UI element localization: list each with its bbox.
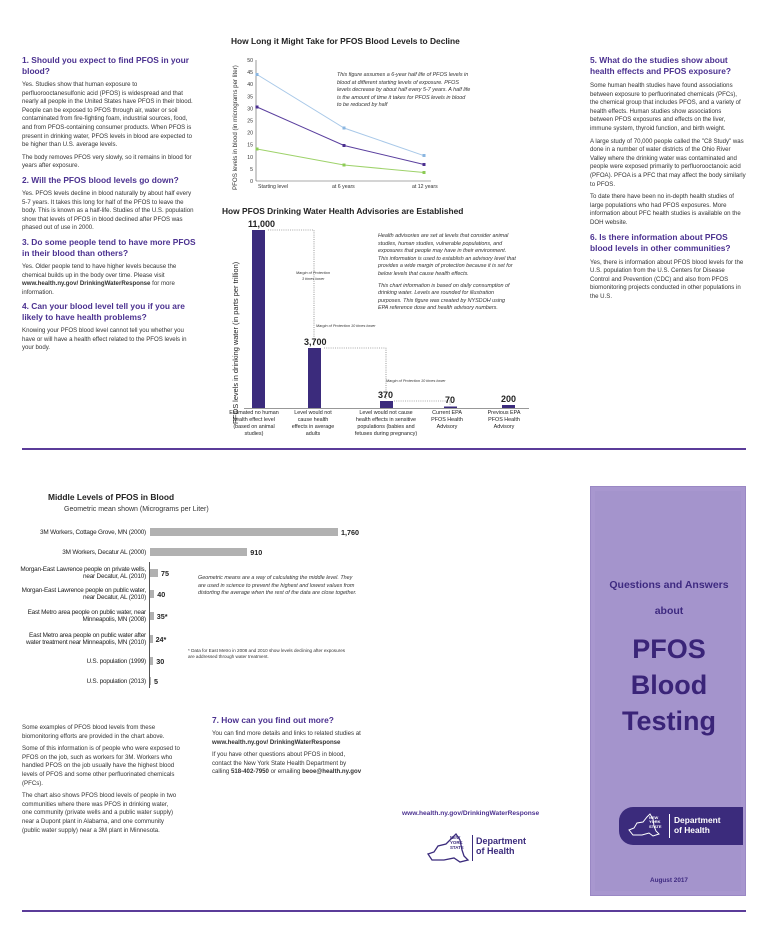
q5-paragraph-2: A large study of 70,000 people called the "C8 Study" was done in a number of water districts of the Ohio River Valley where the drinking water was contaminated and people were exposed primarily to perfluorooctanoic acid (PFOA). PFOA is a PFC that may affect the body similarly to PFOS. [590,137,746,188]
advisory-note [378,233,516,313]
q3-link[interactable]: www.health.ny.gov/ DrinkingWaterResponse [22,280,151,288]
middle-chart-category: Morgan-East Lawrence people on private wells, near Decatur, AL (2010) [20,566,146,580]
footer-state-word: STATE [450,844,464,850]
cover-dept-name [674,816,721,835]
q6-body [590,259,746,302]
q7-section [212,715,362,781]
cover-dept-line: Department [674,815,721,825]
q4-heading: 4. Can your blood level tell you if you are likely to have health problems? [22,301,185,323]
middle-chart-value: 24* [155,634,167,644]
decline-ytick: 0 [250,179,253,185]
cover-title-line: Blood [630,670,708,700]
decline-ytick: 15 [247,142,253,149]
q5-heading: 5. What do the studies show about health effects and PFOS exposure? [590,55,732,76]
q7-body [212,730,362,777]
middle-chart-category: East Metro area people on public water, near Minneapolis, MN (2008) [27,609,146,623]
middle-chart-value: 30 [156,656,165,666]
advisory-note-2: This chart information is based on daily consumption of drinking water. Levels are rounded for illustration purposes. This figure was created by NYSDOH using EPA reference dose and health advisory numbers. [378,282,510,312]
middle-chart-axis [149,562,150,688]
middle-chart-bar [150,590,154,598]
middle-chart-category: U.S. population (2013) [86,678,146,685]
decline-point [256,148,259,151]
margin-label: Margin of Protection 10 times lower [386,379,446,383]
middle-chart-category: U.S. population (1999) [86,658,146,665]
middle-chart-category: Morgan-East Lawrence people on public water, near Decatur, AL (2010) [21,587,146,601]
footer-url[interactable]: www.health.ny.gov/DrinkingWaterResponse [402,810,540,817]
decline-point [343,164,346,167]
cover-state-wordmark [649,816,662,829]
middle-chart [14,520,434,700]
middle-chart-subtitle: Geometric mean shown (Micrograms per Liter) [64,506,209,513]
q7-text: If you have other questions about PFOS in blood, contact the New York State Health Department by calling [212,751,347,776]
advisory-value: 200 [501,394,517,404]
advisory-category: Current EPA PFOS Health Advisory [431,410,463,430]
cover-state-word: STATE [649,823,662,829]
decline-ytick: 35 [247,94,253,101]
q2-paragraph: Yes. PFOS levels decline in blood naturally by about half every 5-7 years. It takes this long for half of the PFOS to leave the body. This is known as a half-life. Studies of the U.S. population show that levels of PFOS in blood declined after PFOS was phased out of use in 2000. [22,189,194,232]
q1-paragraph-2: The body removes PFOS very slowly, so it remains in blood for years after exposure. [22,153,192,170]
q2-heading: 2. Will the PFOS blood levels go down? [22,174,179,185]
footer-dept-name [476,836,526,856]
cover-panel [590,486,746,896]
advisory-category-labels [224,410,524,450]
bottom-divider [22,910,746,912]
decline-chart-title: How Long it Might Take for PFOS Blood Levels to Decline [231,36,460,46]
q1-heading: 1. Should you expect to find PFOS in your blood? [22,55,190,76]
decline-ytick: 30 [247,106,253,113]
footer-dept-line: Department [476,836,527,846]
advisory-chart-title: How PFOS Drinking Water Health Advisories are Established [222,206,464,216]
cover-doh-band [619,807,743,845]
q3-body [22,263,198,297]
bottom-paragraph: The chart also shows PFOS blood levels of people in two communities where there was PFOS in drinking water, one community (private wells and a public water supply) near a Dupont plant in Alabama, and one community (public water supply) near a 3M plant in Minnesota. [22,792,177,834]
q6-heading: 6. Is there information about PFOS blood levels in other communities? [590,231,731,253]
margin-label: Margin of Protection 10 times lower [316,324,376,328]
decline-ytick: 40 [247,82,253,89]
q2-body [22,190,198,233]
middle-chart-value: 75 [161,568,169,578]
bottom-paragraph: Some of this information is of people who were exposed to PFOS on the job, such as workers for 3M. Workers who handled PFOS on the job usually have the highest blood levels of PFOS and some other perfluorinated chemicals (PFCs). [22,745,180,787]
cover-state-word: NEW [649,815,659,820]
middle-chart-title: Middle Levels of PFOS in Blood [48,492,175,502]
decline-chart-note: This figure assumes a 6-year half life of PFOS levels in blood at different starting levels of exposure. PFOS levels decrease by about half every 5-7 years. A half life is the amount of time it takes for PFOS levels in blood to be reduced by half [337,72,471,109]
advisory-bar [380,401,393,408]
middle-chart-bar [150,528,338,536]
q7-text: You can find more details and links to related studies at [212,730,361,737]
middle-chart-bar [150,548,247,556]
q5-paragraph-3: To date there have been no in-depth health studies of large populations who had PFOS exposures. More information about PFC health studies is available on the DOH website. [590,193,741,226]
advisory-bar [502,405,515,408]
advisory-bar [444,407,457,409]
q3-text: Yes. Older people tend to have higher levels because the chemical builds up in the body over time. Please visit [22,262,177,279]
decline-point [256,73,259,76]
middle-chart-value: 1,760 [341,527,359,537]
decline-ytick: 45 [247,70,253,77]
middle-chart-value: 40 [157,589,166,599]
advisory-value: 370 [378,390,394,400]
advisory-value: 70 [445,395,456,405]
q6-paragraph: Yes, there is information about PFOS blood levels for the U.S. population from the U.S. Centers for Disease Control and Prevention (CDC) and also from PFOS biomonitoring projects conducted in other populations in the U.S. [590,258,744,300]
q7-link[interactable]: www.health.ny.gov/ DrinkingWaterResponse [212,738,341,746]
q7-text: or emailing [268,768,303,776]
advisory-ylabel-wrap [228,224,242,430]
decline-point [343,127,346,130]
decline-ylabel: PFOS levels in blood (in micrograms per liter) [232,65,239,190]
q7-heading: 7. How can you find out more? [212,715,334,725]
decline-point [256,106,259,109]
cover-title-line: PFOS [632,634,706,664]
footer-state-wordmark [450,836,464,850]
q4-body [22,327,198,353]
cover-qa: Questions and Answers [609,579,729,591]
advisory-bar [252,230,265,408]
section-divider [22,448,746,450]
decline-point [343,144,346,147]
q5-body [590,82,746,228]
middle-chart-bar [150,612,154,620]
q1-body [22,81,198,171]
decline-point [423,171,426,174]
middle-chart-footnote: * Data for East Metro in 2008 and 2010 show levels declining after exposures are addressed through water treatment. [188,648,346,659]
advisory-value: 11,000 [248,219,276,229]
q4-paragraph: Knowing your PFOS blood level cannot tell you whether you have or will have a health effect related to the PFOS levels in your body. [22,327,187,352]
right-column [590,55,746,305]
decline-ytick: 10 [247,154,253,161]
middle-chart-bar [150,657,153,665]
q7-email[interactable]: beoe@health.ny.gov [302,768,362,776]
footer-state-word: NEW [450,835,461,840]
middle-chart-value: 910 [250,547,263,557]
advisory-ylabel: PFOS levels in drinking water (in parts per trillion) [231,261,240,424]
decline-ytick: 20 [247,130,253,137]
decline-xtick: at 12 years [412,184,438,190]
middle-chart-category: 3M Workers, Cottage Grove, MN (2000) [40,529,146,536]
advisory-bar [308,348,321,408]
decline-xtick: at 6 years [332,184,355,190]
middle-chart-bar [150,569,158,577]
q7-phone[interactable]: 518-402-7950 [230,768,269,776]
decline-ytick: 50 [247,58,253,64]
decline-ytick: 25 [247,118,253,125]
middle-chart-bar [150,677,151,685]
middle-chart-category: 3M Workers, Decatur AL (2000) [62,549,146,556]
decline-xtick: Starting level [258,184,288,190]
q5-paragraph: Some human health studies have found associations between exposure to perfluorinated chemicals (PFCs), the chemical group that includes PFOS, and a variety of health effects. Human studies show associations between PFOS exposures and effects on the liver, immune system, thyroid function, and birth weight. [590,82,741,132]
footer-state-word: YORK [450,839,463,845]
advisory-category: Level would not cause health effects in average adults [291,410,335,437]
footer-logo [424,832,544,866]
footer-logo-divider [472,835,473,861]
left-column [22,55,198,357]
advisory-value: 3,700 [304,337,327,347]
cover-logo-divider [669,814,670,838]
decline-point [423,163,426,166]
q3-heading: 3. Do some people tend to have more PFOS in their blood than others? [22,236,196,258]
middle-chart-note: Geometric means are a way of calculating the middle level. They are used in science to prevent the highest and lowest values from distorting the average when the rest of the data are close together. [198,575,357,597]
cover-panel-inner [595,491,741,891]
middle-chart-category: East Metro area people on public water after water treatment near Minneapolis, MN (2010) [26,632,146,646]
advisory-category: Level would not cause health effects in sensitive populations (babies and fetuses during pregnancy) [354,410,418,437]
advisory-note-1: Health advisories are set at levels that consider animal studies, human studies, vulnerable populations, and exposures that people may have in their environment. This information is used to establish an advisory level that provides a wide margin of protection because it is set for below levels that cause health effects. [378,233,516,277]
cover-title-line: Testing [622,706,716,736]
middle-chart-value: 35* [156,611,168,621]
middle-chart-value: 5 [154,676,158,686]
cover-date: August 2017 [649,877,688,884]
q3-text-end: for more information. [22,280,175,296]
advisory-category: Estimated no human health effect level (based on animal studies) [229,410,279,437]
footer-dept-line: of Health [476,846,515,856]
margin-label: 3 times lower [302,277,325,281]
q1-paragraph: Yes. Studies show that human exposure to perfluorooctanesulfonic acid (PFOS) is widespread and that nearly all people in the United States have PFOS in their blood. People can be exposed to PFOS through air, water or soil contaminated from fire-fighting foam, industrial sources, food, and from PFOS-containing consumer products. When PFOS is present in drinking water, PFOS levels in blood are expected to be higher than U.S. average levels. [22,81,193,149]
margin-label: Margin of Protection [296,271,330,275]
cover-state-word: YORK [649,819,661,825]
cover-dept-line: of Health [674,824,710,835]
advisory-category: Previous EPA PFOS Health Advisory [487,410,521,430]
decline-ytick: 5 [250,166,253,173]
middle-chart-bar [150,635,153,643]
decline-point [423,154,426,157]
cover-about: about [654,605,684,617]
bottom-left-text [22,724,180,839]
bottom-paragraph: Some examples of PFOS blood levels from these biomonitoring efforts are provided in the chart above. [22,724,165,740]
